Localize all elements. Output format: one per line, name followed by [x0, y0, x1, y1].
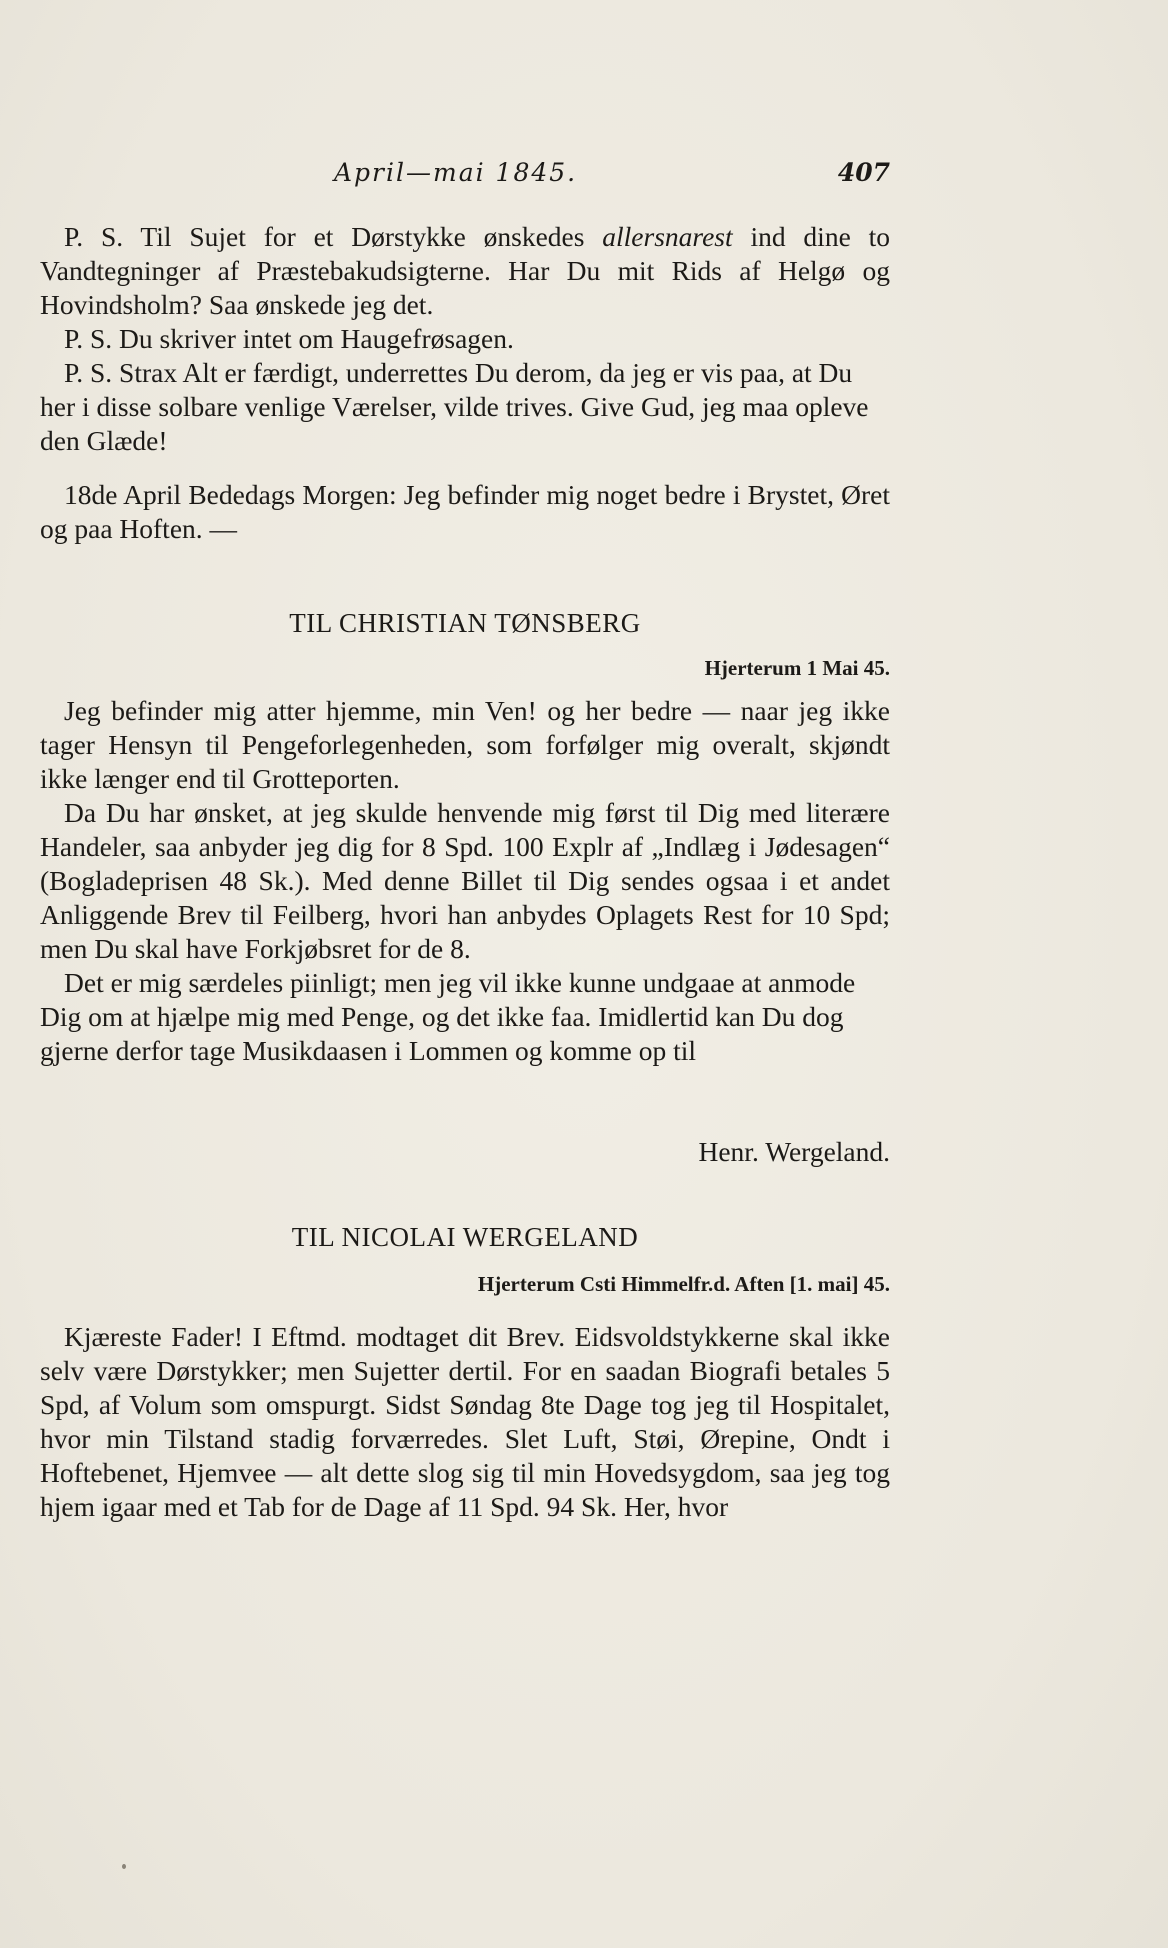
- letter-paragraph: Kjæreste Fader! I Eftmd. modtaget dit Brev. Eidsvoldstykkerne skal ikke selv være Dørstykker; men Sujetter dertil. For en saadan Biografi betales 5 Spd, af Volum som omspurgt. Sidst Søndag 8te Dage tog jeg til Hospitalet, hvor min Tilstand stadig forværredes. Slet Luft, Støi, Ørepine, Ondt i Hoftebenet, Hjemvee — alt dette slog sig til min Hovedsygdom, saa jeg tog hjem igaar med et Tab for de Dage af 11 Spd. 94 Sk. Her, hvor: [40, 1321, 890, 1522]
- letter-heading: TIL NICOLAI WERGELAND: [291, 1222, 639, 1252]
- page-number: 407: [837, 158, 890, 187]
- running-title: April—mai 1845.: [334, 158, 578, 187]
- letter-body: [40, 694, 890, 1068]
- letter-body: [40, 1320, 890, 1524]
- dated-note-block: [40, 478, 890, 546]
- letter-paragraph: Da Du har ønsket, at jeg skulde henvende mig først til Dig med literære Handeler, saa anbyder jeg dig for 8 Spd. 100 Explr af „Indlæg i Jødesagen“ (Bogladeprisen 48 Sk.). Med denne Billet til Dig sendes ogsaa i et andet Anliggende Brev til Feilberg, hvori han anbydes Oplagets Rest for 10 Spd; men Du skal have Forkjøbsret for de 8.: [40, 797, 890, 964]
- postscript-paragraph: P. S. Strax Alt er færdigt, underrettes Du derom, da jeg er vis paa, at Du her i disse solbare venlige Værelser, vilde trives. Give Gud, jeg maa opleve den Glæde!: [40, 357, 869, 456]
- letter-paragraph: Det er mig særdeles piinligt; men jeg vil ikke kunne undgaae at anmode Dig om at hjælpe mig med Penge, og det ikke faa. Imidlertid kan Du dog gjerne derfor tage Musikdaasen i Lommen og komme op til: [40, 967, 856, 1066]
- paper-speck: [122, 1864, 126, 1869]
- dated-note-paragraph: 18de April Bededags Morgen: Jeg befinder mig noget bedre i Brystet, Øret og paa Hoften. —: [40, 479, 890, 544]
- letter-dateline: Hjerterum 1 Mai 45.: [704, 656, 890, 680]
- postscript-text: ind dine to Vandtegninger af Præstebakudsigterne. Har Du mit Rids af Helgø og Hovindsholm? Saa ønskede jeg det.: [40, 221, 890, 320]
- postscript-paragraph: P. S. Du skriver intet om Haugefrøsagen.: [64, 323, 514, 354]
- letter-heading: TIL CHRISTIAN TØNSBERG: [289, 608, 641, 638]
- letter-paragraph: Jeg befinder mig atter hjemme, min Ven! og her bedre — naar jeg ikke tager Hensyn til Pengeforlegenheden, som forfølger mig overalt, skjøndt ikke længer end til Grotteporten.: [40, 695, 890, 794]
- postscript-text: P. S. Til Sujet for et Dørstykke ønskedes: [64, 221, 603, 252]
- letter-dateline: Hjerterum Csti Himmelfr.d. Aften [1. mai] 45.: [477, 1272, 890, 1296]
- running-head: [40, 158, 890, 198]
- emphasis-text: allersnarest: [602, 221, 733, 252]
- letter-signature: Henr. Wergeland.: [698, 1136, 890, 1167]
- postscript-paragraph: [40, 220, 890, 322]
- postscript-block: [40, 220, 890, 458]
